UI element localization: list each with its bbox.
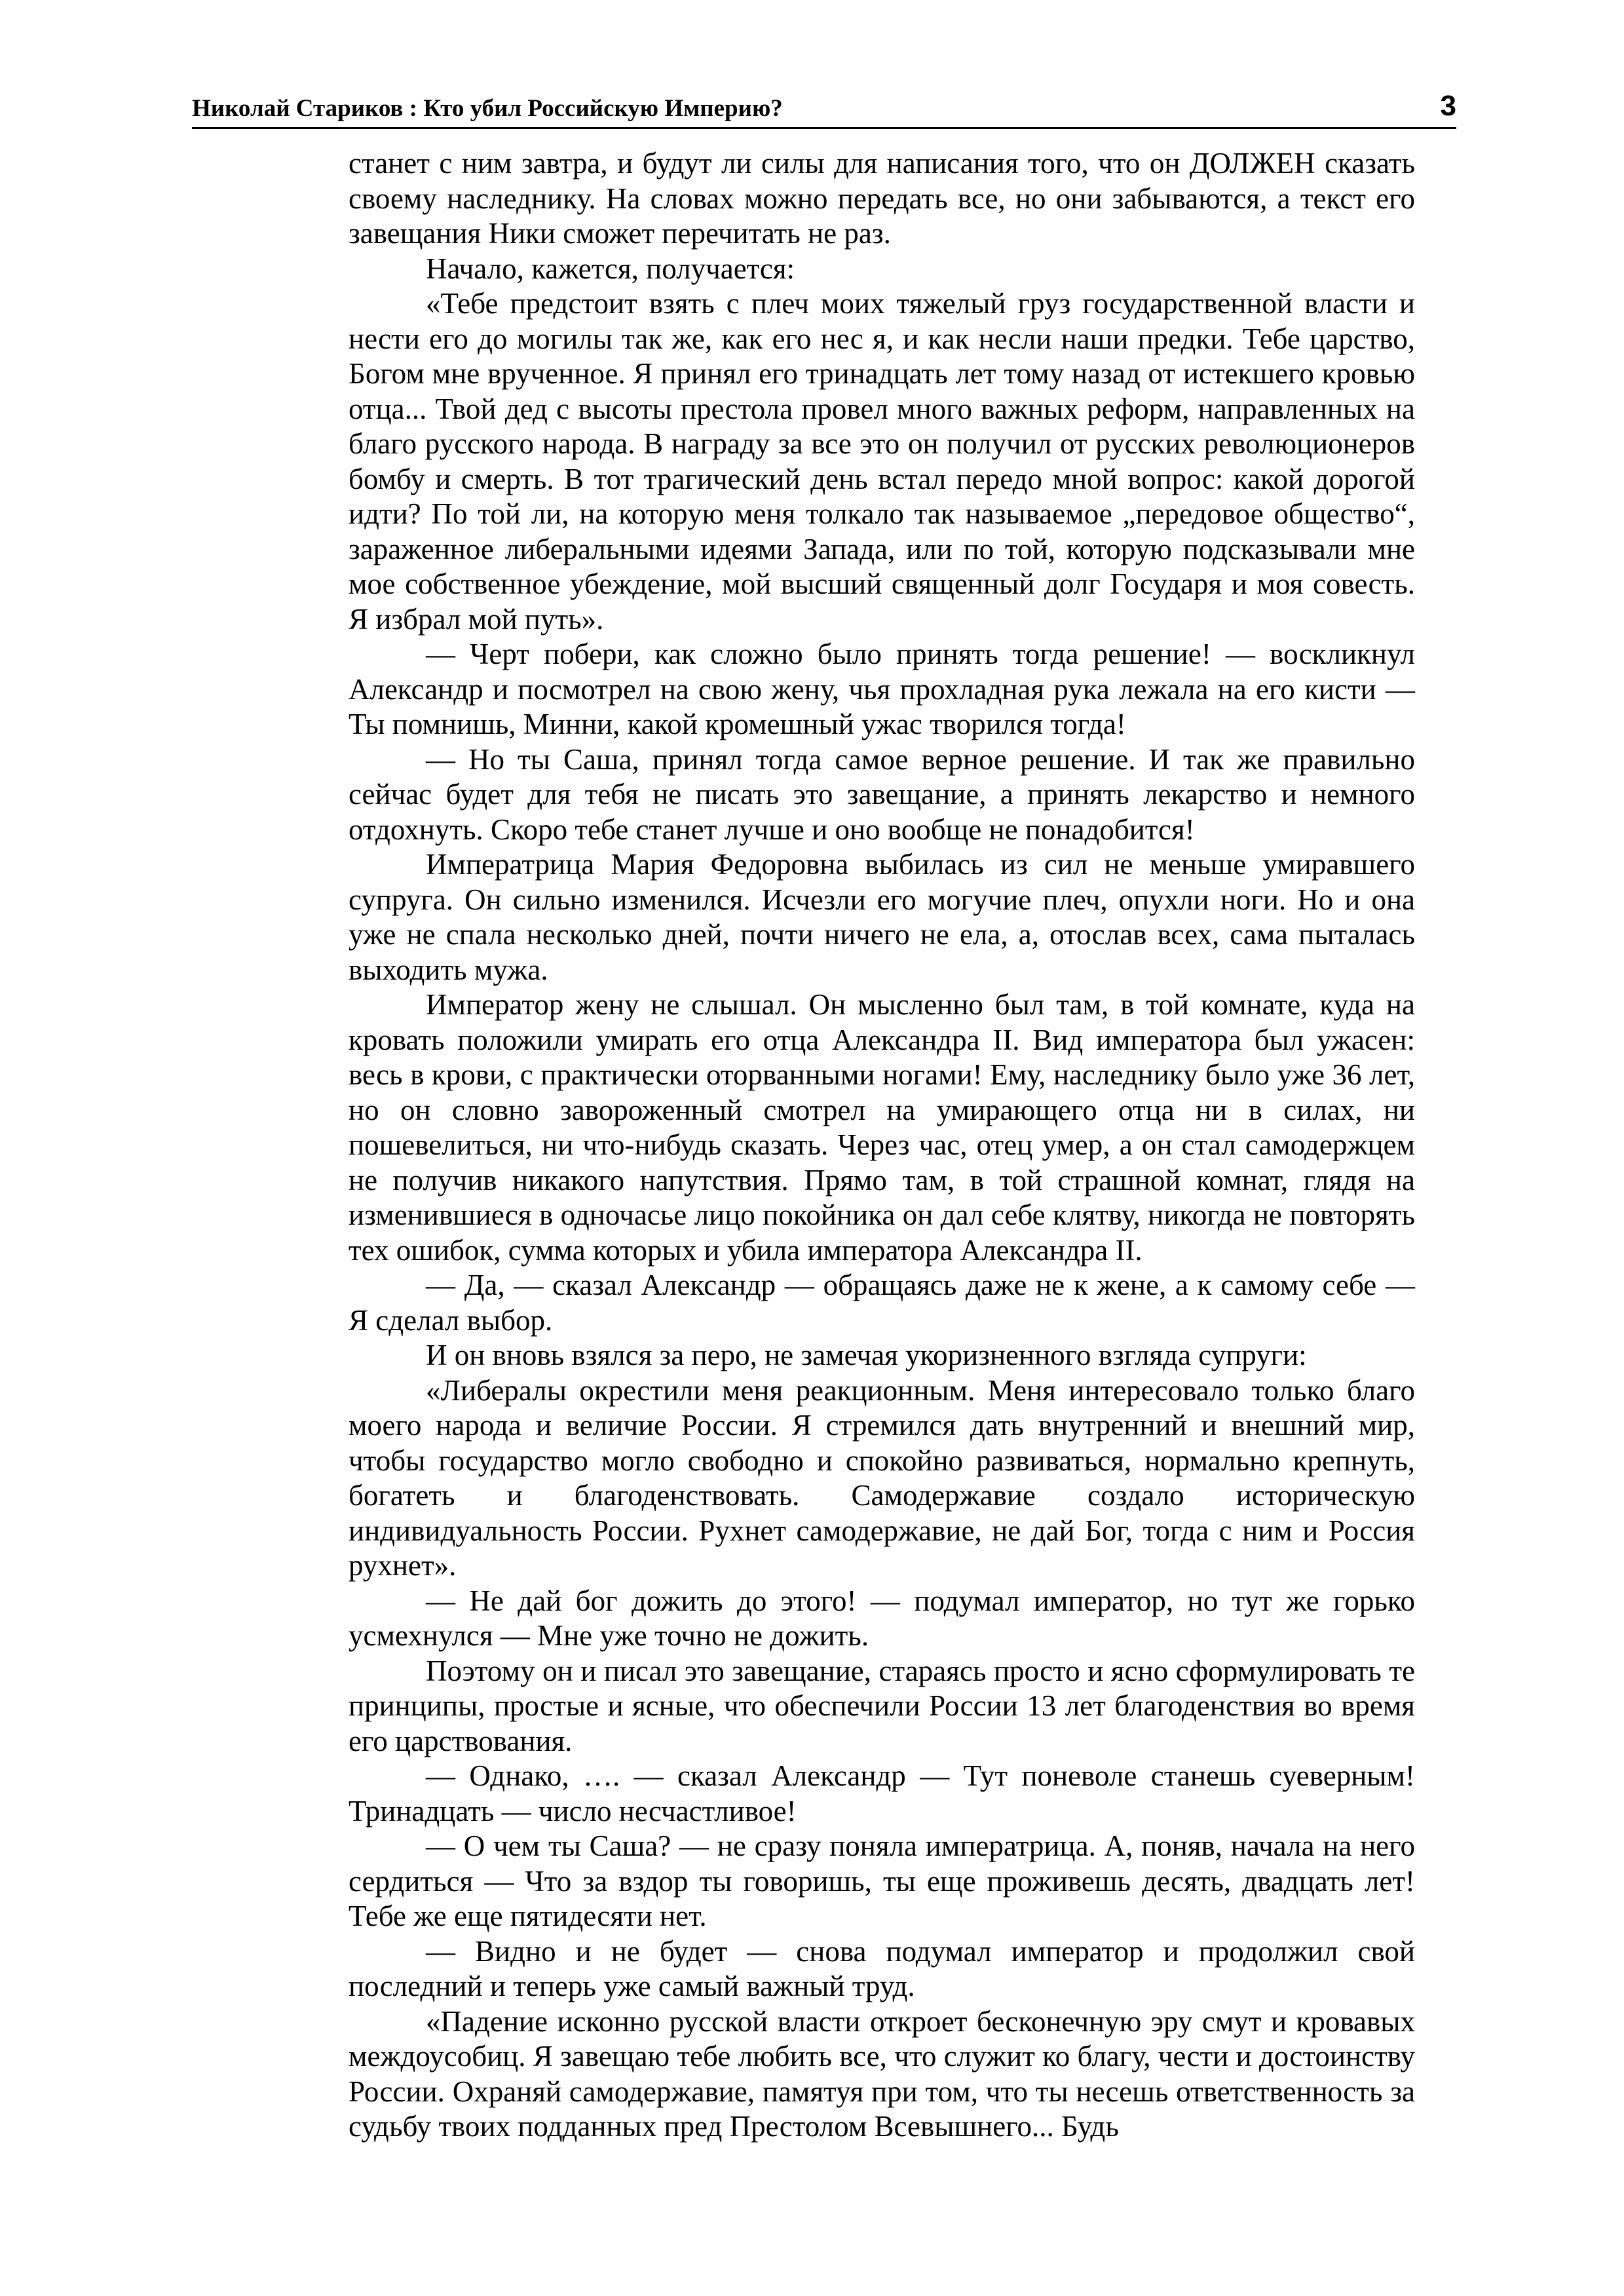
paragraph: Императрица Мария Федоровна выбилась из сил не меньше умиравшего супруга. Он сильно изменился. Исчезли его могучие плеч, опухли ноги. Но и она уже не спала несколько дней, почти ничего не ела, а, отослав всех, сама пыталась выходить мужа.	[349, 848, 1415, 986]
paragraph: — О чем ты Саша? — не сразу поняла императрица. А, поняв, начала на него сердиться — Что за вздор ты говоришь, ты еще проживешь десять, двадцать лет! Тебе же еще пятидесяти нет.	[349, 1829, 1415, 1932]
paragraph: — Не дай бог дожить до этого! — подумал император, но тут же горько усмехнулся — Мне уже точно не дожить.	[349, 1584, 1415, 1652]
paragraph: «Тебе предстоит взять с плеч моих тяжелый груз государственной власти и нести его до могилы так же, как его нес я, и как несли наши предки. Тебе царство, Богом мне врученное. Я принял его тринадцать лет тому назад от истекшего кровью отца... Твой дед с высоты престола провел много важных реформ, направленных на благо русского народа. В награду за все это он получил от русских революционеров бомбу и смерть. В тот трагический день встал передо мной вопрос: какой дорогой идти? По той ли, на которую меня толкало так называемое „передовое общество“, зараженное либеральными идеями Запада, или по той, которую подсказывали мне мое собственное убеждение, мой высший священный долг Государя и моя совесть. Я избрал мой путь».	[349, 287, 1415, 636]
running-header-title: Николай Стариков : Кто убил Российскую Империю?	[192, 95, 783, 122]
page-body	[349, 146, 1415, 2145]
paragraph: — Да, — сказал Александр — обращаясь даже не к жене, а к самому себе — Я сделал выбор.	[349, 1269, 1415, 1337]
paragraph: «Падение исконно русской власти откроет бесконечную эру смут и кровавых междоусобиц. Я завещаю тебе любить все, что служит ко благу, чести и достоинству России. Охраняй самодержавие, памятуя при том, что ты несешь ответственность за судьбу твоих подданных пред Престолом Всевышнего... Будь	[349, 2004, 1415, 2143]
paragraph: — Однако, …. — сказал Александр — Тут поневоле станешь суеверным! Тринадцать — число несчастливое!	[349, 1759, 1415, 1827]
paragraph: — Видно и не будет — снова подумал император и продолжил свой последний и теперь уже самый важный труд.	[349, 1934, 1415, 2002]
paragraph: Император жену не слышал. Он мысленно был там, в той комнате, куда на кровать положили умирать его отца Александра II. Вид императора был ужасен: весь в крови, с практически оторванными ногами! Ему, наследнику было уже 36 лет, но он словно завороженный смотрел на умирающего отца ни в силах, ни пошевелиться, ни что-нибудь сказать. Через час, отец умер, а он стал самодержцем не получив никакого напутствия. Прямо там, в той страшной комнат, глядя на изменившиеся в одночасье лицо покойника он дал себе клятву, никогда не повторять тех ошибок, сумма которых и убила императора Александра II.	[349, 988, 1415, 1267]
paragraph: «Либералы окрестили меня реакционным. Меня интересовало только благо моего народа и величие России. Я стремился дать внутренний и внешний мир, чтобы государство могло свободно и спокойно развиваться, нормально крепнуть, богатеть и благоденствовать. Самодержавие создало историческую индивидуальность России. Рухнет самодержавие, не дай Бог, тогда с ним и Россия рухнет».	[349, 1373, 1415, 1582]
paragraph: — Но ты Саша, принял тогда самое верное решение. И так же правильно сейчас будет для тебя не писать это завещание, а принять лекарство и немного отдохнуть. Скоро тебе станет лучше и оно вообще не понадобится!	[349, 742, 1415, 846]
paragraph: Поэтому он и писал это завещание, стараясь просто и ясно сформулировать те принципы, простые и ясные, что обеспечили России 13 лет благоденствия во время его царствования.	[349, 1654, 1415, 1757]
paragraph: станет с ним завтра, и будут ли силы для написания того, что он ДОЛЖЕН сказать своему наследнику. На словах можно передать все, но они забываются, а текст его завещания Ники сможет перечитать не раз.	[349, 147, 1415, 250]
page-number: 3	[1440, 90, 1456, 122]
paragraph: И он вновь взялся за перо, не замечая укоризненного взгляда супруги:	[426, 1339, 1307, 1371]
page-header	[192, 89, 1456, 129]
paragraph: — Черт побери, как сложно было принять тогда решение! — воскликнул Александр и посмотрел на свою жену, чья прохладная рука лежала на его кисти — Ты помнишь, Минни, какой кромешный ужас творился тогда!	[349, 638, 1415, 740]
paragraph: Начало, кажется, получается:	[426, 252, 795, 285]
